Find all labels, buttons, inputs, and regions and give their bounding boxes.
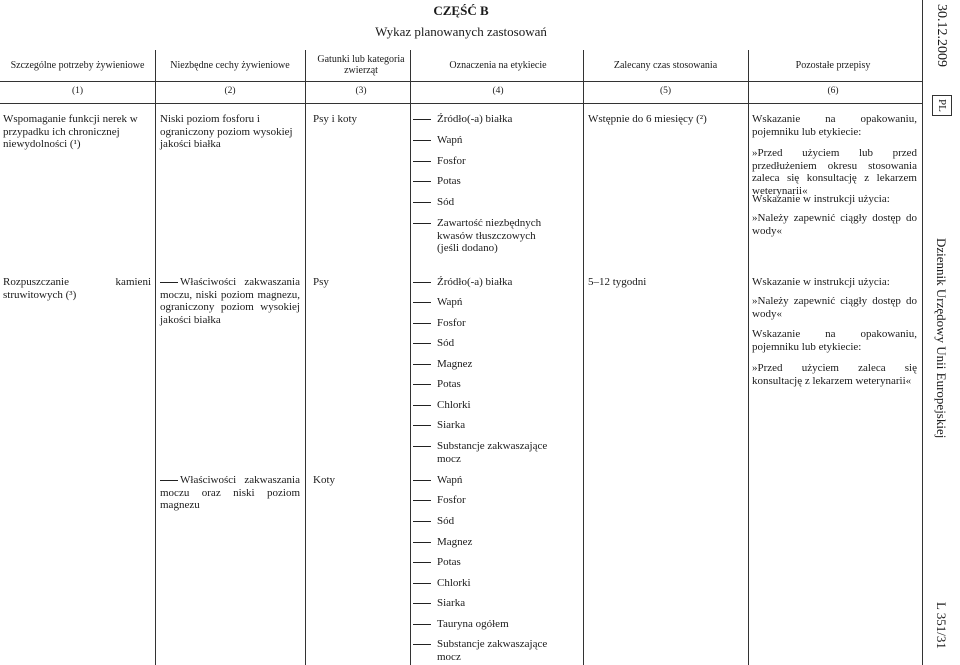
dash-mark (413, 302, 431, 303)
row2-characteristics: Właściwości zakwaszania moczu, niski poziom magnezu, ograniczony poziom wysokiej jakości białka (160, 276, 300, 326)
row1-label-sodium: Sód (413, 196, 573, 209)
column-divider (305, 50, 306, 665)
dash-mark (160, 282, 178, 283)
row1-label-potassium: Potas (413, 175, 573, 188)
rule-below-numbers (0, 103, 922, 104)
row1-duration: Wstępnie do 6 miesięcy (²) (588, 113, 707, 125)
row1-other-heading-package: Wskazanie na opakowaniu, pojemniku lub etykiecie: (752, 113, 917, 138)
row3-label-sulphur: Siarka (413, 597, 573, 610)
dash-mark (413, 202, 431, 203)
row3-label-acidifying: Substancje zakwaszające mocz (413, 638, 573, 663)
row3-label-chlorides: Chlorki (413, 577, 573, 590)
row2-species: Psy (313, 276, 329, 288)
column-number-5: (5) (659, 86, 672, 96)
part-heading: CZĘŚĆ B (433, 3, 489, 18)
dash-mark (413, 542, 431, 543)
row2-label-acidifying: Substancje zakwaszające mocz (413, 440, 573, 465)
dash-mark (413, 223, 431, 224)
dash-mark (413, 446, 431, 447)
dash-mark (160, 480, 178, 481)
column-number-4: (4) (492, 86, 504, 96)
page-reference: L 351/31 (934, 602, 949, 649)
row1-label-calcium: Wapń (413, 134, 573, 147)
row2-other-heading-instructions: Wskazanie w instrukcji użycia: (752, 276, 890, 288)
column-divider (155, 50, 156, 665)
side-separator (922, 0, 923, 665)
dash-mark (413, 161, 431, 162)
dash-mark (413, 364, 431, 365)
page-title: Wykaz planowanych zastosowań (375, 24, 547, 39)
dash-mark (413, 603, 431, 604)
language-badge: PL (932, 95, 952, 116)
row3-label-magnesium: Magnez (413, 536, 573, 549)
row3-label-sodium: Sód (413, 515, 573, 528)
row2-label-phosphorus: Fosfor (413, 317, 573, 330)
column-number-2: (2) (224, 86, 236, 96)
row2-other-heading-package: Wskazanie na opakowaniu, pojemniku lub etykiecie: (752, 328, 917, 353)
dash-mark (413, 562, 431, 563)
row1-label-fatty-acids: Zawartość niezbędnych kwasów tłuszczowych (jeśli dodano) (413, 217, 558, 255)
dash-mark (413, 500, 431, 501)
header-labelling: Oznaczenia na etykiecie (449, 59, 547, 71)
row2-label-calcium: Wapń (413, 296, 573, 309)
dash-mark (413, 323, 431, 324)
dash-mark (413, 384, 431, 385)
row3-characteristics: Właściwości zakwaszania moczu oraz niski poziom magnezu (160, 474, 300, 511)
row3-label-potassium: Potas (413, 556, 573, 569)
row2-label-sulphur: Siarka (413, 419, 573, 432)
row1-other-heading-instructions: Wskazanie w instrukcji użycia: (752, 193, 890, 205)
header-purpose: Szczególne potrzeby żywieniowe (10, 59, 145, 71)
row2-label-sodium: Sód (413, 337, 573, 350)
row1-characteristics: Niski poziom fosforu i ograniczony poziom wysokiej jakości białka (160, 113, 293, 150)
row2-other-vet-notice: »Przed użyciem zaleca się konsultację z lekarzem weterynarii« (752, 362, 917, 387)
row1-label-phosphorus: Fosfor (413, 155, 573, 168)
header-duration: Zalecany czas stosowania (613, 59, 718, 71)
dash-mark (413, 282, 431, 283)
dash-mark (413, 405, 431, 406)
header-characteristics: Niezbędne cechy żywieniowe (170, 59, 290, 71)
dash-mark (413, 644, 431, 645)
row3-label-calcium: Wapń (413, 474, 573, 487)
row1-other-water-notice: »Należy zapewnić ciągły dostęp do wody« (752, 212, 917, 237)
column-number-3: (3) (355, 86, 367, 96)
row1-species: Psy i koty (313, 113, 358, 125)
dash-mark (413, 480, 431, 481)
header-other: Pozostałe przepisy (795, 59, 871, 71)
row1-purpose: Wspomaganie funkcji nerek w przypadku ich chronicznej niewydolności (¹) (3, 113, 138, 150)
row2-duration: 5–12 tygodni (588, 276, 647, 288)
row3-species: Koty (313, 474, 335, 486)
row2-label-protein: Źródło(-a) białka (413, 276, 573, 289)
row2-purpose: Rozpuszczanie kamieni struwitowych (³) (3, 276, 151, 301)
column-number-1: (1) (71, 86, 84, 96)
dash-mark (413, 181, 431, 182)
dash-mark (413, 119, 431, 120)
column-divider (583, 50, 584, 665)
dash-mark (413, 140, 431, 141)
row1-label-protein: Źródło(-a) białka (413, 113, 573, 126)
rule-below-headers (0, 81, 922, 82)
column-number-6: (6) (827, 86, 839, 96)
row2-label-magnesium: Magnez (413, 358, 573, 371)
header-species: Gatunki lub kategoria zwierząt (317, 54, 405, 76)
dash-mark (413, 521, 431, 522)
column-divider (410, 50, 411, 665)
journal-title: Dziennik Urzędowy Unii Europejskiej (934, 238, 949, 439)
dash-mark (413, 343, 431, 344)
row1-other-vet-notice: »Przed użyciem lub przed przedłużeniem okresu stosowania zaleca się konsultację z lekarzem weterynarii« (752, 147, 917, 197)
dash-mark (413, 425, 431, 426)
row2-label-potassium: Potas (413, 378, 573, 391)
row3-label-phosphorus: Fosfor (413, 494, 573, 507)
journal-side-strip (922, 0, 960, 665)
dash-mark (413, 624, 431, 625)
row2-label-chlorides: Chlorki (413, 399, 573, 412)
dash-mark (413, 583, 431, 584)
row2-other-water-notice: »Należy zapewnić ciągły dostęp do wody« (752, 295, 917, 320)
publication-date: 30.12.2009 (934, 4, 949, 67)
row3-label-taurine: Tauryna ogółem (413, 618, 573, 631)
column-divider (748, 50, 749, 665)
